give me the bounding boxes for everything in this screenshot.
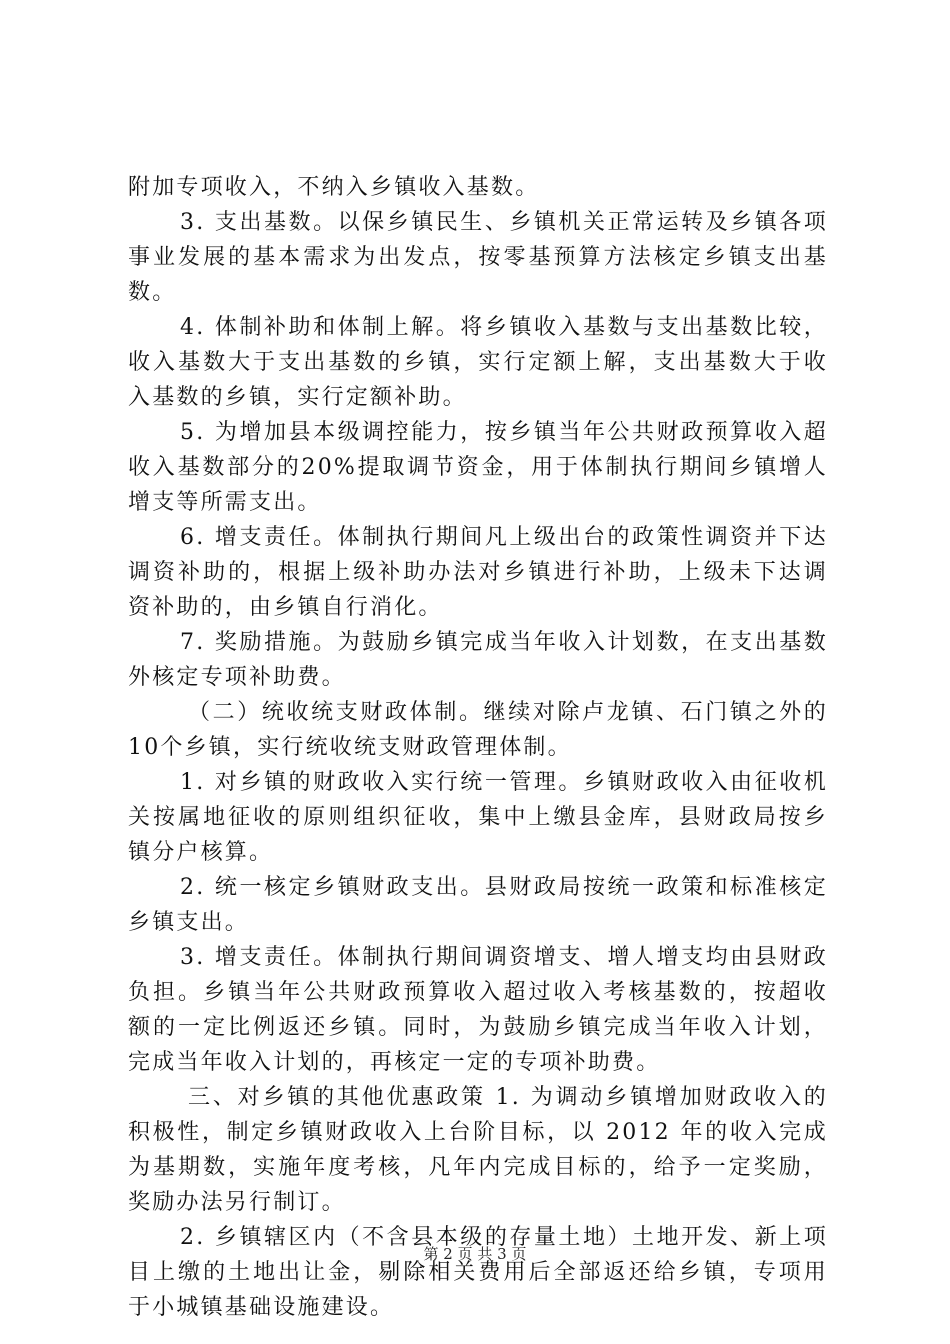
paragraph: 4. 体制补助和体制上解。将乡镇收入基数与支出基数比较，收入基数大于支出基数的乡镇，实行定额上解，支出基数大于收入基数的乡镇，实行定额补助。	[128, 315, 828, 410]
paragraph: 3. 增支责任。体制执行期间调资增支、增人增支均由县财政负担。乡镇当年公共财政预算收入超过收入考核基数的，按超收额的一定比例返还乡镇。同时，为鼓励乡镇完成当年收入计划，完成当年收入计划的，再核定一定的专项补助费。	[128, 945, 828, 1075]
page-number-footer: 第 2 页 共 3 页	[423, 1245, 527, 1263]
paragraph: 1. 对乡镇的财政收入实行统一管理。乡镇财政收入由征收机关按属地征收的原则组织征收，集中上缴县金库，县财政局按乡镇分户核算。	[128, 770, 828, 865]
paragraph: 7. 奖励措施。为鼓励乡镇完成当年收入计划数，在支出基数外核定专项补助费。	[128, 630, 828, 690]
paragraph: （二）统收统支财政体制。继续对除卢龙镇、石门镇之外的10个乡镇，实行统收统支财政管理体制。	[128, 700, 828, 760]
paragraph: 3. 支出基数。以保乡镇民生、乡镇机关正常运转及乡镇各项事业发展的基本需求为出发点，按零基预算方法核定乡镇支出基数。	[128, 210, 828, 305]
paragraph: 5. 为增加县本级调控能力，按乡镇当年公共财政预算收入超收入基数部分的20%提取调节资金，用于体制执行期间乡镇增人增支等所需支出。	[128, 420, 828, 515]
paragraph: 附加专项收入，不纳入乡镇收入基数。	[128, 175, 540, 200]
paragraph: 三、对乡镇的其他优惠政策 1. 为调动乡镇增加财政收入的积极性，制定乡镇财政收入上台阶目标，以 2012 年的收入完成为基期数，实施年度考核，凡年内完成目标的，给予一定奖励，奖励办法另行制订。	[128, 1085, 828, 1215]
document-body	[128, 170, 828, 1325]
paragraph: 6. 增支责任。体制执行期间凡上级出台的政策性调资并下达调资补助的，根据上级补助办法对乡镇进行补助，上级未下达调资补助的，由乡镇自行消化。	[128, 525, 828, 620]
paragraph: 2. 乡镇辖区内（不含县本级的存量土地）土地开发、新上项目上缴的土地出让金，剔除相关费用后全部返还给乡镇，专项用于小城镇基础设施建设。	[128, 1225, 828, 1320]
paragraph: 2. 统一核定乡镇财政支出。县财政局按统一政策和标准核定乡镇支出。	[128, 875, 828, 935]
